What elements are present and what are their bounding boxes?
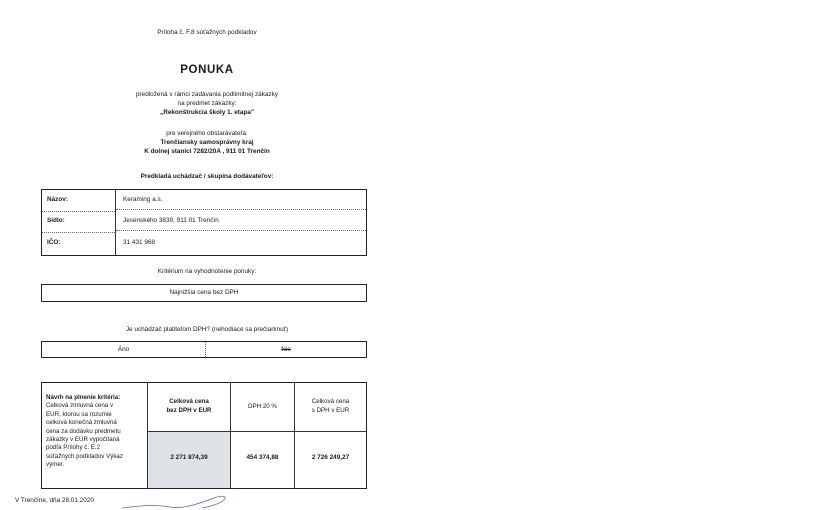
place-date: V Trenčíne, dňa 28.01.2020 (15, 497, 94, 504)
criterion-proposal-line: súťažných podkladov Výkaz (46, 452, 123, 460)
criterion-proposal-line: výmer. (46, 461, 65, 469)
price-table (41, 382, 367, 489)
vat-no-struck: Nie (281, 346, 291, 353)
name-value: Keraming a.s. (123, 196, 163, 203)
name-label: Názov: (47, 196, 68, 203)
signature-stroke-icon (118, 494, 238, 510)
criterion-proposal-heading: Návrh na plnenie kritéria: (46, 394, 121, 401)
criterion-heading: Kritérium na vyhodnotenie ponuky: (157, 268, 257, 275)
criterion-proposal (46, 394, 146, 470)
annex-label: Príloha č. F.8 súťažných podkladov (157, 29, 257, 36)
criterion-value: Najnižšia cena bez DPH (169, 289, 239, 296)
vat-answer-box (41, 341, 367, 358)
total-without-vat-heading-2: bez DPH v EUR (166, 407, 212, 414)
criterion-box (41, 284, 367, 302)
criterion-proposal-line: podľa Prílohy č. E.2 (46, 444, 101, 452)
document-title: PONUKA (180, 64, 234, 76)
vat-yes: Áno (117, 346, 130, 353)
total-without-vat-heading-1: Celková cena (169, 398, 209, 405)
criterion-proposal-line: EUR, ktorou sa rozumie (46, 410, 112, 418)
authority-name: Trenčiansky samosprávny kraj (160, 139, 254, 146)
total-with-vat-heading-2: s DPH v EUR (311, 407, 350, 414)
ico-value: 31 431 968 (123, 239, 155, 246)
criterion-proposal-line: zákazky v EUR vypočítaná (46, 436, 120, 444)
authority-intro: pre verejného obstarávateľa: (166, 130, 248, 137)
authority-address: K dolnej stanici 7282/20A , 911 01 Trenčín (144, 148, 270, 155)
vat-heading: DPH 20 % (248, 403, 277, 410)
seat-label: Sídlo: (47, 217, 65, 224)
submitter-heading: Predkladá uchádzač / skupina dodávateľov: (140, 173, 274, 180)
criterion-proposal-line: celková konečná zmluvná (46, 419, 117, 427)
criterion-proposal-line: Celková zmluvná cena v (46, 402, 114, 410)
intro-line-1: predložená v rámci zadávania podlimitnej zákazky (135, 91, 279, 98)
seat-value: Jesenského 3839, 911 01 Trenčín (123, 217, 219, 224)
total-without-vat-value: 2 271 874,39 (170, 454, 208, 461)
ico-label: IČO: (47, 239, 61, 246)
intro-line-2: na predmet zákazky: (177, 100, 237, 107)
submitter-table (41, 189, 367, 256)
vat-question: Je uchádzač platiteľom DPH? (nehodiace sa prečiarknuť) (125, 326, 289, 333)
total-with-vat-heading-1: Celková cena (311, 398, 350, 405)
total-with-vat-value: 2 726 249,27 (311, 454, 350, 461)
criterion-proposal-line: cena za dodávku predmetu (46, 427, 121, 435)
vat-amount-value: 454 374,88 (246, 454, 279, 461)
project-name: „Rekonštrukcia školy 1. etapa" (160, 109, 254, 116)
